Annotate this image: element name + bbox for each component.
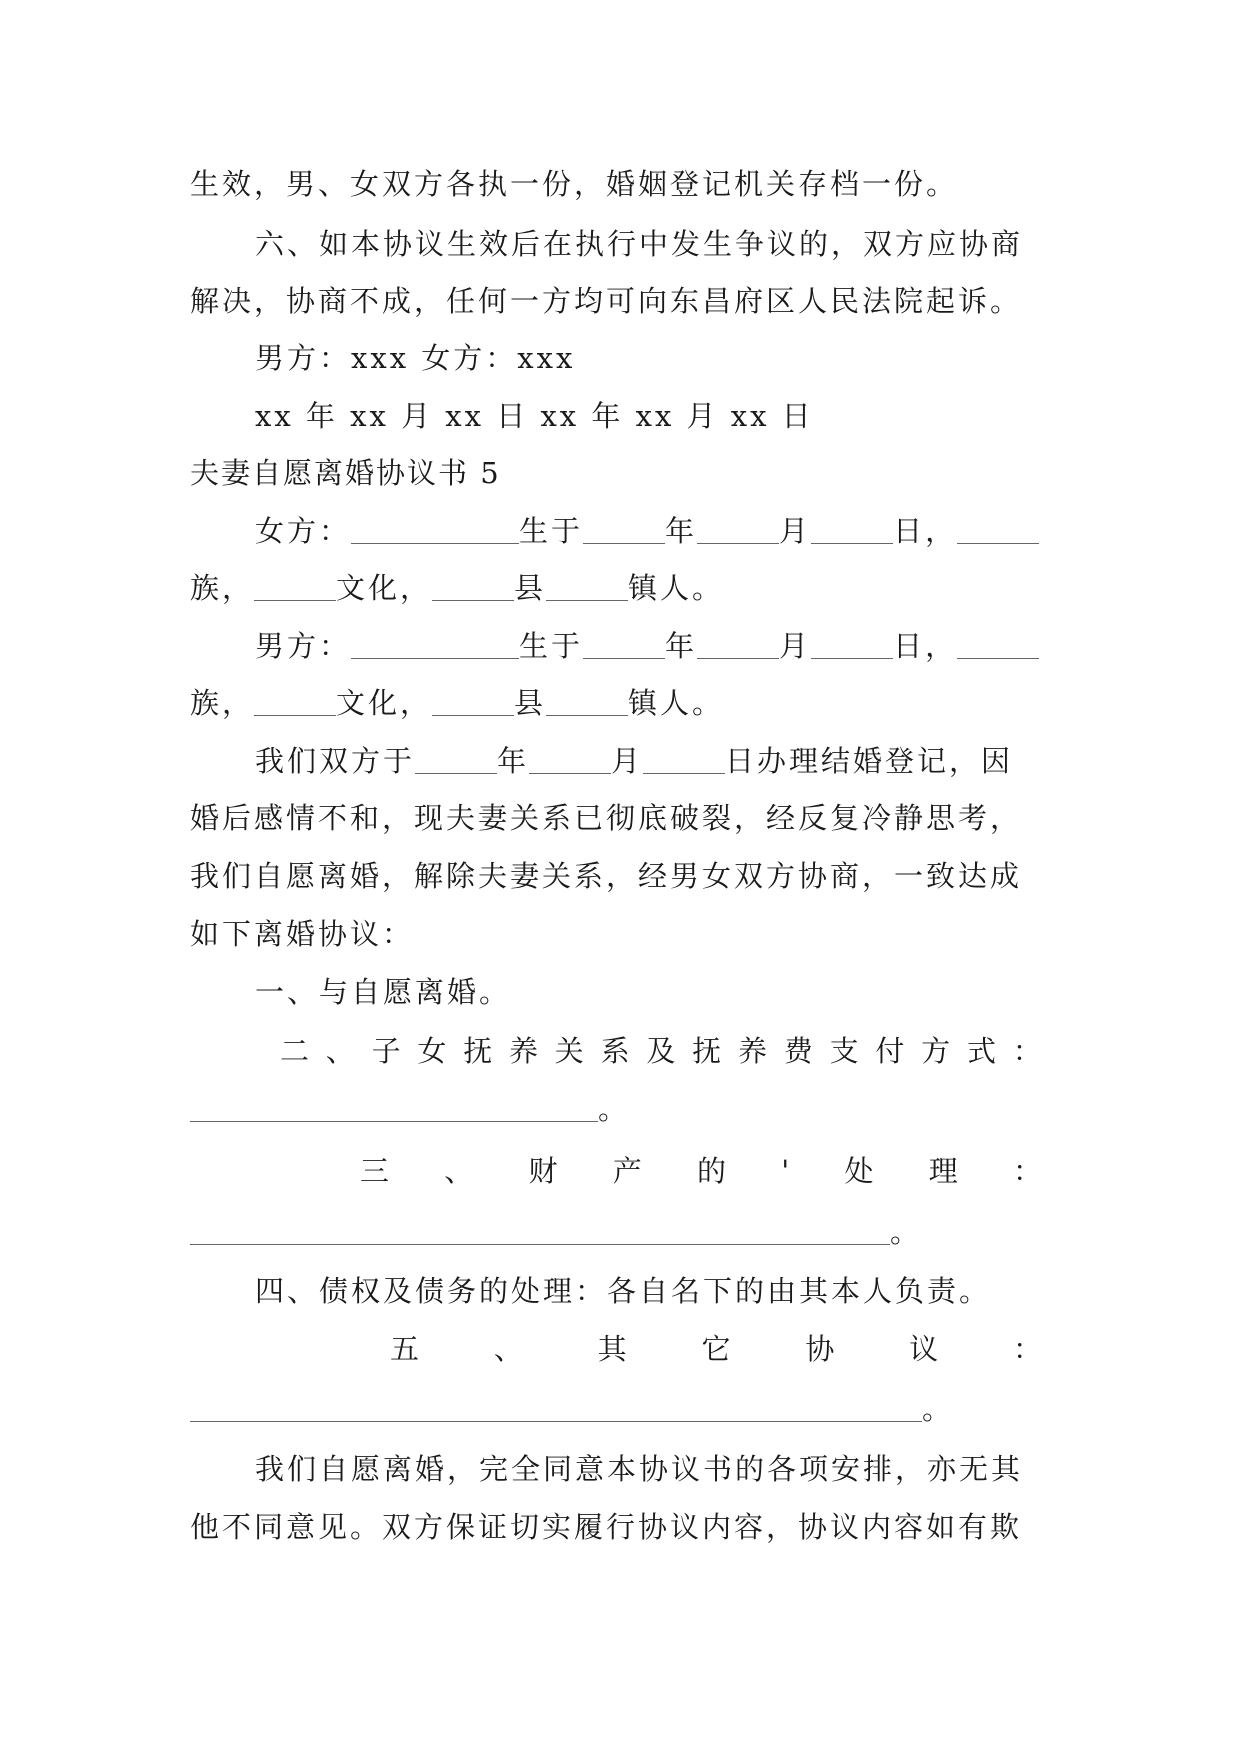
marriage-para-line4: 如下离婚协议： [190, 917, 415, 951]
woman-day-blank [811, 517, 893, 544]
marriage-para-line3: 我们自愿离婚，解除夫妻关系，经男女双方协商，一致达成 [190, 859, 1023, 893]
man-day-label: 日， [893, 629, 958, 663]
man-month-label: 月 [779, 629, 812, 663]
man-name-blank [351, 632, 519, 659]
woman-education-label: 文化， [336, 571, 433, 605]
woman-education-blank [254, 574, 336, 601]
woman-label: 女方： [255, 514, 352, 548]
clause-six-line2: 解决，协商不成，任何一方均可向东昌府区人民法院起诉。 [190, 284, 1023, 318]
item-two-blank [190, 1095, 598, 1122]
item-five-char: ： [1012, 1332, 1042, 1366]
text-line: 生效，男、女双方各执一份，婚姻登记机关存档一份。 [190, 167, 959, 201]
man-town-blank [546, 689, 628, 716]
marriage-month-blank [529, 747, 611, 774]
item-two-answer [190, 1089, 1052, 1129]
man-year-blank [583, 632, 665, 659]
woman-info-line1 [255, 511, 1052, 551]
item-five-char: 议 [909, 1332, 939, 1366]
item-two-char: 式 [966, 1034, 996, 1068]
item-three-end: 。 [890, 1215, 923, 1249]
man-month-blank [697, 632, 779, 659]
marriage-year-label: 年 [497, 744, 530, 778]
woman-ethnic-label: 族， [190, 571, 255, 605]
item-three-char: 的 [697, 1154, 727, 1188]
item-two-char: ： [1012, 1034, 1042, 1068]
item-three-heading [360, 1151, 1042, 1191]
man-education-label: 文化， [336, 686, 433, 720]
item-two-char: 支 [829, 1034, 859, 1068]
man-info-line2 [190, 683, 1052, 723]
item-two-char: 抚 [463, 1034, 493, 1068]
woman-info-line2 [190, 568, 1052, 608]
item-three-char: 理 [928, 1154, 958, 1188]
item-two-char: 养 [508, 1034, 538, 1068]
signature-names: 男方：xxx 女方：xxx [255, 341, 576, 375]
item-three-answer [190, 1212, 1052, 1252]
item-five-blank [190, 1395, 922, 1422]
man-ethnic-blank [957, 632, 1039, 659]
item-two-char: 费 [783, 1034, 813, 1068]
marriage-para-tail: 日办理结婚登记，因 [725, 744, 1014, 778]
woman-month-blank [697, 517, 779, 544]
woman-name-blank [351, 517, 519, 544]
man-label: 男方： [255, 629, 352, 663]
item-two-char: 子 [371, 1034, 401, 1068]
signature-dates: xx 年 xx 月 xx 日 xx 年 xx 月 xx 日 [255, 399, 814, 433]
item-three-char: 财 [528, 1154, 558, 1188]
item-five-char: 、 [493, 1332, 523, 1366]
item-five-char: 五 [390, 1332, 420, 1366]
clause-six-line1: 六、如本协议生效后在执行中发生争议的，双方应协商 [255, 227, 1024, 261]
item-two-end: 。 [598, 1092, 631, 1126]
marriage-para-line1 [255, 741, 1052, 781]
man-year-label: 年 [665, 629, 698, 663]
item-two-char: 养 [737, 1034, 767, 1068]
marriage-para-lead: 我们双方于 [255, 744, 416, 778]
item-two-char: 二 [280, 1034, 310, 1068]
item-two-char: 抚 [692, 1034, 722, 1068]
item-three-char: 产 [612, 1154, 642, 1188]
man-county-label: 县 [514, 686, 547, 720]
woman-county-blank [432, 574, 514, 601]
closing-line2: 他不同意见。双方保证切实履行协议内容，协议内容如有欺 [190, 1510, 1023, 1544]
marriage-para-line2: 婚后感情不和，现夫妻关系已彻底破裂，经反复冷静思考， [190, 801, 1023, 835]
woman-town-label: 镇人。 [628, 571, 725, 605]
marriage-day-blank [643, 747, 725, 774]
woman-day-label: 日， [893, 514, 958, 548]
item-two-char: 女 [417, 1034, 447, 1068]
item-three-char: 处 [844, 1154, 874, 1188]
item-five-char: 协 [805, 1332, 835, 1366]
woman-year-label: 年 [665, 514, 698, 548]
item-five-end: 。 [922, 1392, 955, 1426]
item-two-char: 关 [554, 1034, 584, 1068]
section-title: 夫妻自愿离婚协议书 5 [190, 456, 501, 490]
item-five-heading [390, 1329, 1042, 1369]
man-education-blank [254, 689, 336, 716]
item-five-answer [190, 1389, 1052, 1429]
marriage-year-blank [415, 747, 497, 774]
man-county-blank [432, 689, 514, 716]
woman-year-blank [583, 517, 665, 544]
man-born-label: 生于 [519, 629, 584, 663]
item-two-char: 系 [600, 1034, 630, 1068]
woman-born-label: 生于 [519, 514, 584, 548]
item-three-char: 三 [360, 1154, 390, 1188]
item-two-char: 付 [875, 1034, 905, 1068]
woman-town-blank [546, 574, 628, 601]
item-two-heading [280, 1031, 1042, 1071]
item-two-char: 方 [921, 1034, 951, 1068]
item-three-char: ： [1012, 1154, 1042, 1188]
item-three-char: ' [781, 1154, 790, 1188]
woman-month-label: 月 [779, 514, 812, 548]
woman-ethnic-blank [957, 517, 1039, 544]
closing-line1: 我们自愿离婚，完全同意本协议书的各项安排，亦无其 [255, 1452, 1024, 1486]
item-one: 一、与自愿离婚。 [255, 975, 512, 1009]
man-info-line1 [255, 626, 1052, 666]
man-ethnic-label: 族， [190, 686, 255, 720]
item-three-blank [190, 1218, 890, 1245]
marriage-month-label: 月 [611, 744, 644, 778]
item-four: 四、债权及债务的处理：各自名下的由其本人负责。 [255, 1274, 992, 1308]
item-five-char: 它 [701, 1332, 731, 1366]
man-day-blank [811, 632, 893, 659]
item-two-char: 、 [325, 1034, 355, 1068]
man-town-label: 镇人。 [628, 686, 725, 720]
item-three-char: 、 [444, 1154, 474, 1188]
item-two-char: 及 [646, 1034, 676, 1068]
woman-county-label: 县 [514, 571, 547, 605]
item-five-char: 其 [597, 1332, 627, 1366]
